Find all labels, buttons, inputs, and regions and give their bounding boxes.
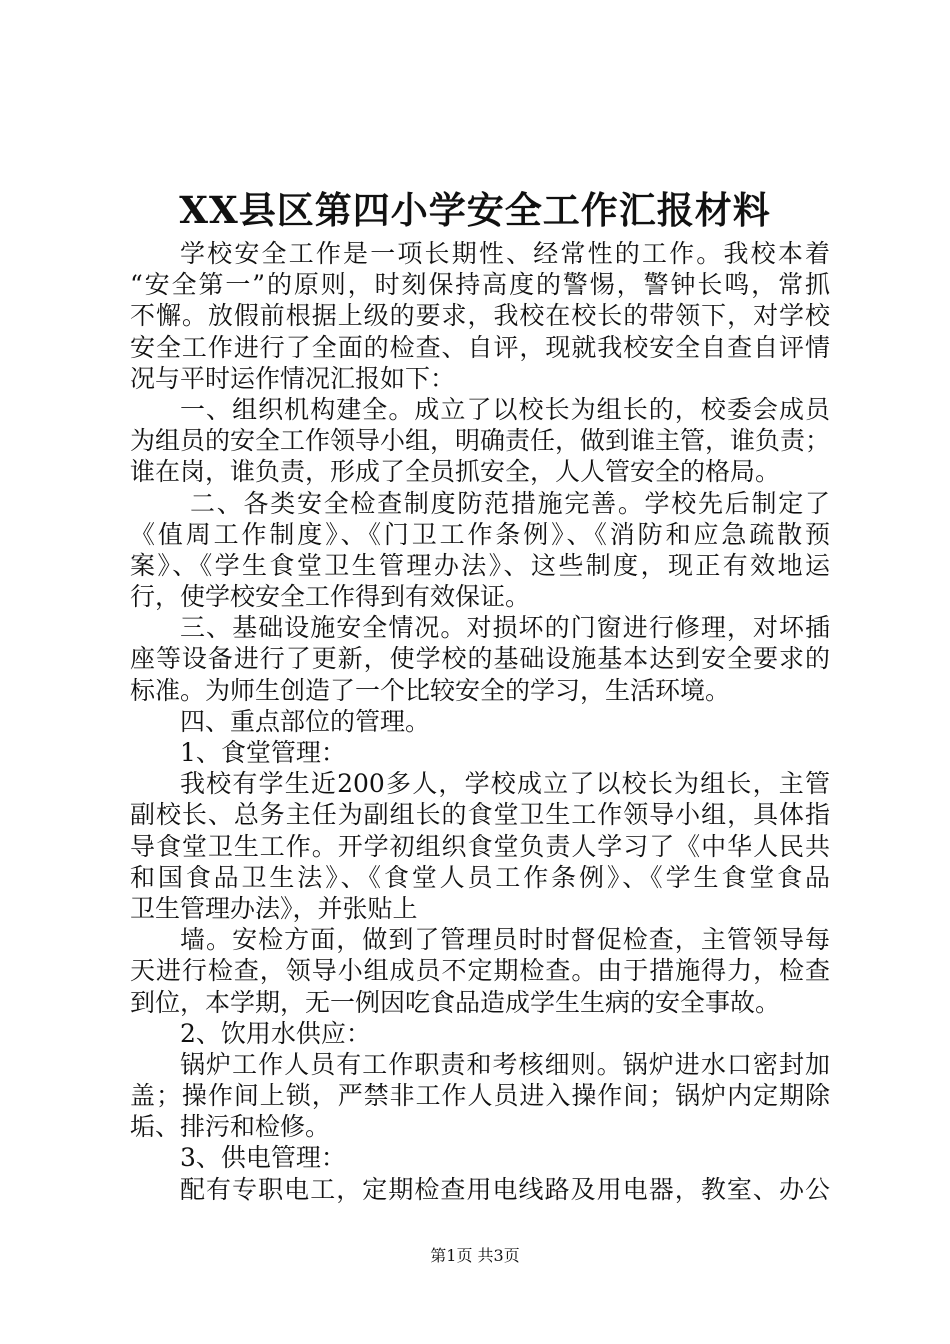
- text-line: 三、基础设施安全情况。对损坏的门窗进行修理，对坏插: [180, 613, 830, 643]
- text-line: 1、食堂管理：: [180, 738, 346, 767]
- text-line: 锅炉工作人员有工作职责和考核细则。锅炉进水口密封加: [180, 1049, 830, 1079]
- text-line: 配有专职电工，定期检查用电线路及用电器，教室、办公: [180, 1174, 830, 1204]
- text-line: 行，使学校安全工作得到有效保证。: [130, 582, 531, 612]
- text-line: 《值周工作制度》、《门卫工作条例》、《消防和应急疏散预: [130, 519, 830, 549]
- text-line: 副校长、总务主任为副组长的食堂卫生工作领导小组，具体指: [130, 800, 830, 830]
- text-line: “安全第一”的原则，时刻保持高度的警惕，警钟长鸣，常抓: [130, 270, 830, 300]
- text-line: 谁在岗，谁负责，形成了全员抓安全，人人管安全的格局。: [130, 457, 781, 487]
- text-line: 2、饮用水供应：: [180, 1018, 371, 1048]
- text-line: 墙。安检方面，做到了管理员时时督促检查，主管领导每: [180, 925, 830, 955]
- text-line: 天进行检查，领导小组成员不定期检查。由于措施得力，检查: [130, 956, 830, 986]
- text-line: 盖；操作间上锁，严禁非工作人员进入操作间；锅炉内定期除: [130, 1081, 830, 1111]
- text-line: 卫生管理办法》，并张贴上: [130, 893, 418, 923]
- text-line: 垢、排污和检修。: [130, 1112, 331, 1142]
- document-body: [130, 238, 830, 1205]
- text-line: 和国食品卫生法》、《食堂人员工作条例》、《学生食堂食品: [130, 862, 830, 892]
- text-line: 况与平时运作情况汇报如下：: [130, 363, 456, 393]
- text-line: 安全工作进行了全面的检查、自评，现就我校安全自查自评情: [130, 332, 830, 362]
- text-line: 一、组织机构建全。成立了以校长为组长的，校委会成员: [180, 394, 830, 424]
- text-line: 座等设备进行了更新，使学校的基础设施基本达到安全要求的: [130, 644, 830, 674]
- text-line: 标准。为师生创造了一个比较安全的学习，生活环境。: [130, 675, 731, 705]
- text-line: 不懈。放假前根据上级的要求，我校在校长的带领下，对学校: [130, 301, 830, 331]
- text-line: 案》、《学生食堂卫生管理办法》、这些制度，现正有效地运: [130, 550, 830, 580]
- text-line: 导食堂卫生工作。开学初组织食堂负责人学习了《中华人民共: [130, 831, 830, 861]
- page-number-footer: 第1页 共3页: [430, 1246, 520, 1265]
- text-line: 二、各类安全检查制度防范措施完善。学校先后制定了: [190, 488, 830, 518]
- text-line: 四、重点部位的管理。: [180, 706, 431, 736]
- text-line: 我校有学生近200多人，学校成立了以校长为组长，主管: [180, 769, 830, 799]
- text-line: 到位，本学期，无一例因吃食品造成学生生病的安全事故。: [130, 987, 781, 1017]
- text-line: 3、供电管理：: [180, 1143, 346, 1173]
- document-title: XX县区第四小学安全工作汇报材料: [179, 188, 771, 232]
- text-line: 为组员的安全工作领导小组，明确责任，做到谁主管，谁负责；: [130, 426, 830, 456]
- text-line: 学校安全工作是一项长期性、经常性的工作。我校本着: [180, 239, 830, 268]
